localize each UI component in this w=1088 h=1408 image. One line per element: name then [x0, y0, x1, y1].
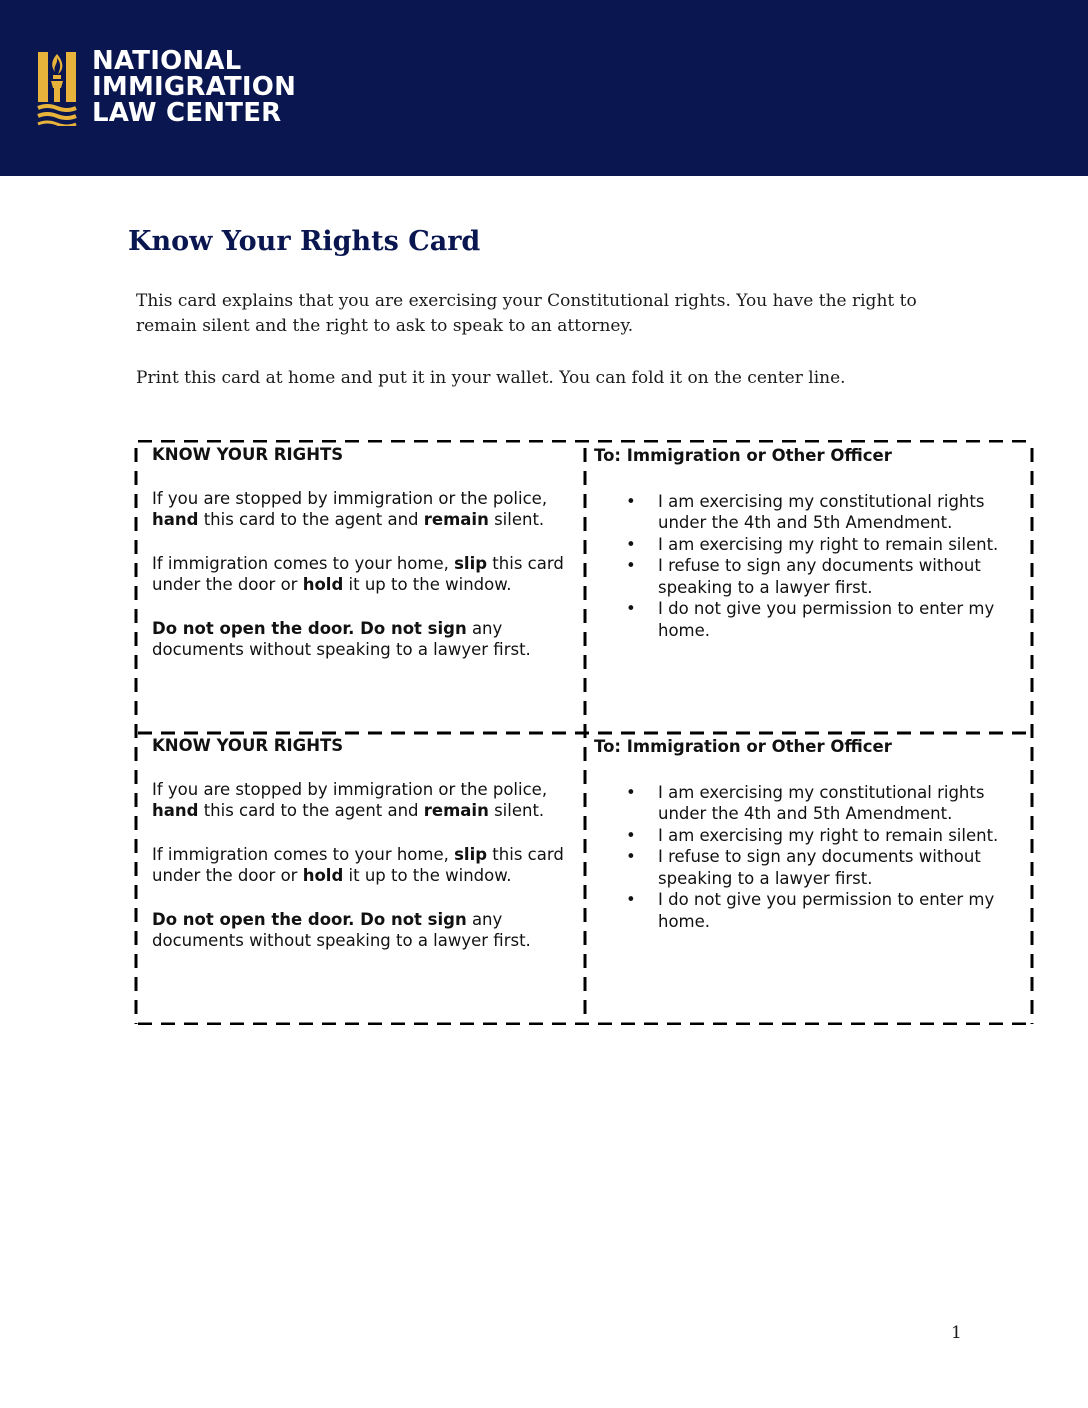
list-item — [594, 555, 1024, 598]
text-bold: remain — [423, 510, 489, 529]
card-heading: To: Immigration or Other Officer — [594, 446, 892, 465]
list-item — [594, 598, 1024, 641]
list-item — [594, 491, 1024, 534]
text-run: this card to the agent and — [198, 510, 424, 529]
intro-paragraph-1: This card explains that you are exercising your Constitutional rights. You have the right to remain silent and the right to ask to speak to an attorney. — [136, 291, 917, 336]
page-number: 1 — [951, 1323, 962, 1343]
card-front-bottom — [152, 735, 577, 952]
text-bold: hand — [152, 801, 199, 820]
text-run: silent. — [488, 801, 545, 820]
text-run: any documents without speaking to a lawyer first. — [152, 618, 531, 659]
list-item — [594, 534, 1024, 556]
text-bold: hold — [302, 575, 344, 594]
bullet-icon: • — [626, 599, 636, 618]
rights-list — [594, 782, 1024, 933]
list-item-text: I refuse to sign any documents without speaking to a lawyer first. — [658, 556, 981, 597]
list-item-text: I do not give you permission to enter my home. — [658, 890, 995, 931]
text-run: If you are stopped by immigration or the police, — [152, 488, 548, 508]
card-paragraph-home — [152, 844, 577, 887]
list-item-text: I am exercising my right to remain silent. — [658, 825, 999, 845]
text-bold: Do not open the door. Do not sign — [152, 909, 467, 929]
rights-list — [594, 491, 1024, 642]
list-item — [594, 889, 1024, 932]
card-paragraph-stopped — [152, 779, 577, 822]
text-bold: remain — [423, 801, 489, 820]
list-item-text: I am exercising my constitutional rights under the 4th and 5th Amendment. — [658, 782, 985, 823]
text-run: silent. — [488, 510, 545, 529]
text-run: it up to the window. — [343, 575, 512, 594]
bullet-icon: • — [626, 782, 636, 802]
bullet-icon: • — [626, 556, 636, 575]
text-run: If immigration comes to your home, — [152, 553, 455, 573]
card-paragraph-home — [152, 553, 577, 596]
list-item-text: I refuse to sign any documents without speaking to a lawyer first. — [658, 847, 981, 888]
list-item-text: I am exercising my right to remain silent. — [658, 534, 999, 554]
bullet-icon: • — [626, 825, 636, 845]
intro-paragraph-2: Print this card at home and put it in your wallet. You can fold it on the center line. — [136, 368, 846, 388]
organization-logo — [92, 48, 296, 126]
torch-icon — [36, 48, 78, 126]
text-run: this card under the door or — [152, 844, 564, 885]
header-banner — [0, 0, 1088, 176]
bullet-icon: • — [626, 491, 636, 511]
logo-line-1: NATIONAL — [92, 46, 242, 76]
text-run: any documents without speaking to a lawyer first. — [152, 909, 531, 950]
list-item-text: I do not give you permission to enter my home. — [658, 599, 995, 640]
text-bold: slip — [454, 844, 488, 864]
text-run: this card to the agent and — [198, 801, 424, 820]
list-item — [594, 846, 1024, 889]
list-item-text: I am exercising my constitutional rights under the 4th and 5th Amendment. — [658, 491, 985, 532]
card-back-top — [594, 445, 1024, 641]
text-run: this card under the door or — [152, 553, 564, 594]
page-title: Know Your Rights Card — [128, 226, 481, 257]
list-item — [594, 825, 1024, 847]
card-heading: KNOW YOUR RIGHTS — [152, 445, 344, 464]
logo-line-3: LAW CENTER — [92, 98, 282, 128]
card-paragraph-stopped — [152, 488, 577, 531]
list-item — [594, 782, 1024, 825]
bullet-icon: • — [626, 847, 636, 866]
card-paragraph-door — [152, 618, 577, 661]
text-bold: slip — [454, 553, 488, 573]
text-run: it up to the window. — [343, 866, 512, 885]
card-paragraph-door — [152, 909, 577, 952]
text-run: If immigration comes to your home, — [152, 844, 455, 864]
text-run: If you are stopped by immigration or the police, — [152, 779, 548, 799]
text-bold: hold — [302, 866, 344, 885]
bullet-icon: • — [626, 534, 636, 554]
bullet-icon: • — [626, 890, 636, 909]
wallet-card-sheet — [134, 440, 1034, 1025]
card-heading: KNOW YOUR RIGHTS — [152, 736, 344, 755]
text-bold: Do not open the door. Do not sign — [152, 618, 467, 638]
text-bold: hand — [152, 510, 199, 529]
logo-line-2: IMMIGRATION — [92, 72, 297, 102]
card-front-top — [152, 444, 577, 661]
card-heading: To: Immigration or Other Officer — [594, 737, 892, 756]
card-back-bottom — [594, 736, 1024, 932]
